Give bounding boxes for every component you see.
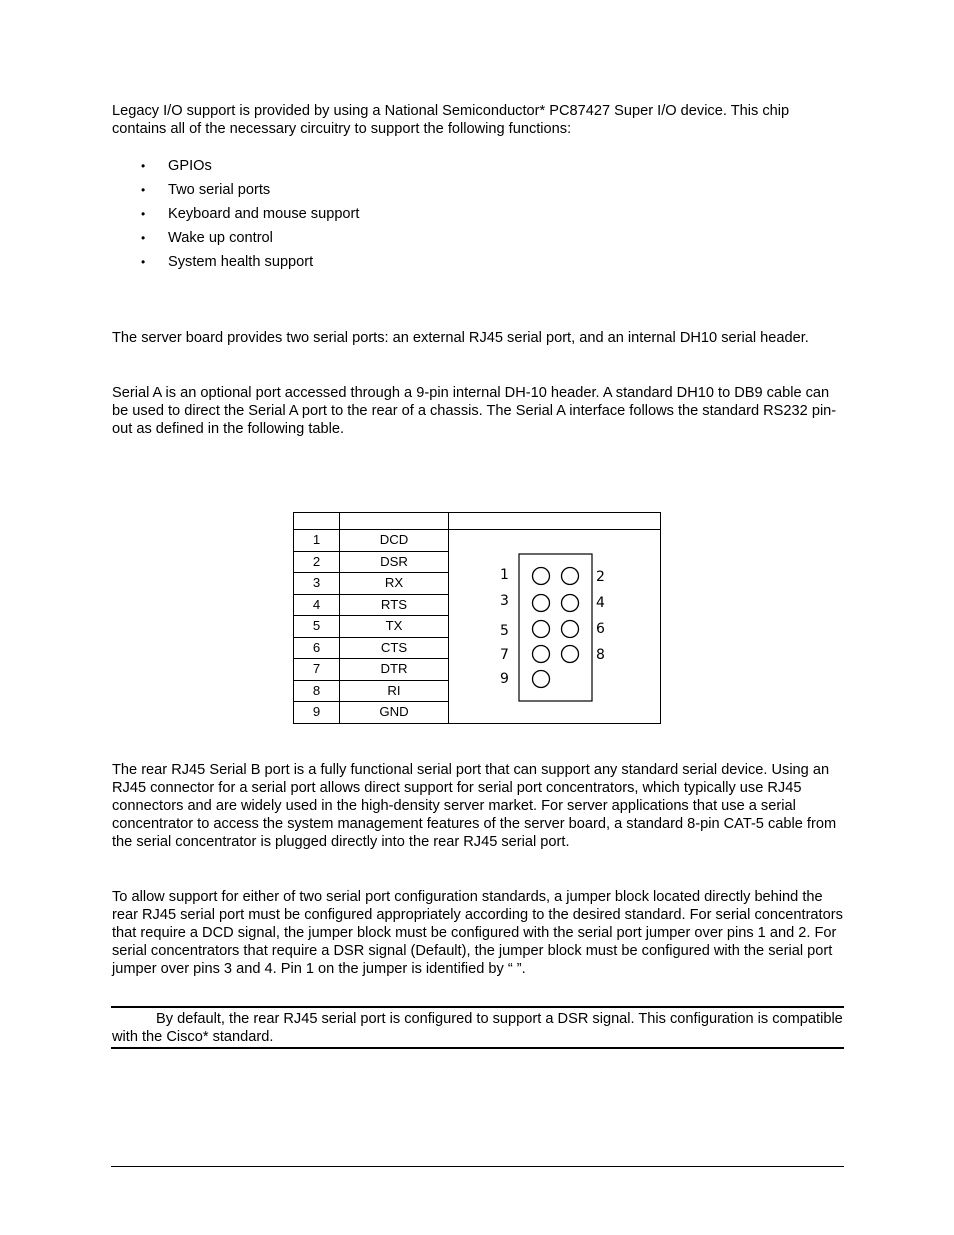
bullet-icon: •: [141, 255, 146, 269]
list-item: • Two serial ports: [141, 182, 271, 198]
pin-signal: RI: [340, 680, 449, 702]
pin-9-circle: [532, 671, 549, 688]
list-item: • Keyboard and mouse support: [141, 206, 360, 222]
function-list: [112, 157, 359, 277]
bullet-icon: •: [141, 231, 146, 245]
diagram-label: 7: [499, 647, 509, 664]
diagram-label: 6: [595, 621, 605, 638]
footer-rule: [111, 1166, 844, 1167]
list-item: • System health support: [141, 254, 314, 270]
pin-signal: RX: [340, 573, 449, 595]
note-bottom-rule: [111, 1047, 844, 1049]
pin-2-circle: [561, 568, 578, 585]
header-outline: [519, 554, 592, 701]
diagram-label: 1: [499, 567, 509, 584]
pin-signal: GND: [340, 702, 449, 724]
pin-6-circle: [561, 621, 578, 638]
pin-number: 5: [294, 616, 340, 638]
pin-signal: RTS: [340, 594, 449, 616]
dh10-header-diagram: [490, 544, 620, 714]
table-row: [294, 530, 661, 552]
pin-5-circle: [532, 621, 549, 638]
pin-number: 7: [294, 659, 340, 681]
bullet-icon: •: [141, 183, 146, 197]
pin-number: 1: [294, 530, 340, 552]
serial-a-paragraph: Serial A is an optional port accessed through a 9-pin internal DH-10 header. A standard DH10 to DB9 cable can be used to direct the Serial A port to the rear of a chassis. The Serial A interface follows the standard RS232 pin-out as defined in the following table.: [112, 385, 837, 437]
jumper-paragraph: To allow support for either of two serial port configuration standards, a jumper block located directly behind the rear RJ45 serial port must be configured appropriately according to the desired standard. For serial concentrators that require a DCD signal, the jumper block must be configured with the serial port jumper over pins 1 and 2. For serial concentrators that require a DSR signal (Default), the jumper block must be configured with the serial port jumper over pins 3 and 4. Pin 1 on the jumper is identified by “ ”.: [112, 889, 843, 977]
pin-4-circle: [561, 595, 578, 612]
diagram-label: 4: [595, 595, 605, 612]
pin-8-circle: [561, 646, 578, 663]
note-text: By default, the rear RJ45 serial port is configured to support a DSR signal. This configuration is compatible with the Cisco* standard.: [112, 1011, 843, 1045]
bullet-icon: •: [141, 207, 146, 221]
pin-signal: DTR: [340, 659, 449, 681]
diagram-label: 5: [499, 623, 509, 640]
pin-7-circle: [532, 646, 549, 663]
pin-number: 8: [294, 680, 340, 702]
pin-signal: DCD: [340, 530, 449, 552]
list-item: • Wake up control: [141, 230, 273, 246]
pin-number: 2: [294, 551, 340, 573]
diagram-label: 9: [499, 671, 509, 688]
pin-number: 9: [294, 702, 340, 724]
serial-a-pinout-table: [293, 512, 661, 724]
pin-number: 4: [294, 594, 340, 616]
serial-b-paragraph: The rear RJ45 Serial B port is a fully functional serial port that can support any standard serial device. Using an RJ45 connector for a serial port allows direct support for serial port concentrators, which typically use RJ45 connectors and are widely used in the high-density server market. For server applications that use a serial concentrator to access the system management features of the server board, a standard 8-pin CAT-5 cable from the serial concentrator is plugged directly into the rear RJ45 serial port.: [112, 762, 837, 850]
pin-number: 3: [294, 573, 340, 595]
bullet-icon: •: [141, 159, 146, 173]
serial-overview-paragraph: The server board provides two serial ports: an external RJ45 serial port, and an internal DH10 serial header.: [112, 330, 809, 346]
note-top-rule: [111, 1006, 844, 1008]
pin-1-circle: [532, 568, 549, 585]
diagram-label: 3: [499, 593, 509, 610]
pin-3-circle: [532, 595, 549, 612]
pin-signal: CTS: [340, 637, 449, 659]
header-diagram-cell: [449, 530, 661, 724]
diagram-label: 8: [595, 647, 605, 664]
pin-signal: DSR: [340, 551, 449, 573]
table-header-row: [294, 513, 661, 530]
pin-number: 6: [294, 637, 340, 659]
pin-signal: TX: [340, 616, 449, 638]
intro-paragraph: Legacy I/O support is provided by using a National Semiconductor* PC87427 Super I/O device. This chip contains all of the necessary circuitry to support the following functions:: [112, 103, 790, 137]
list-item: • GPIOs: [141, 158, 212, 174]
diagram-label: 2: [595, 569, 605, 586]
